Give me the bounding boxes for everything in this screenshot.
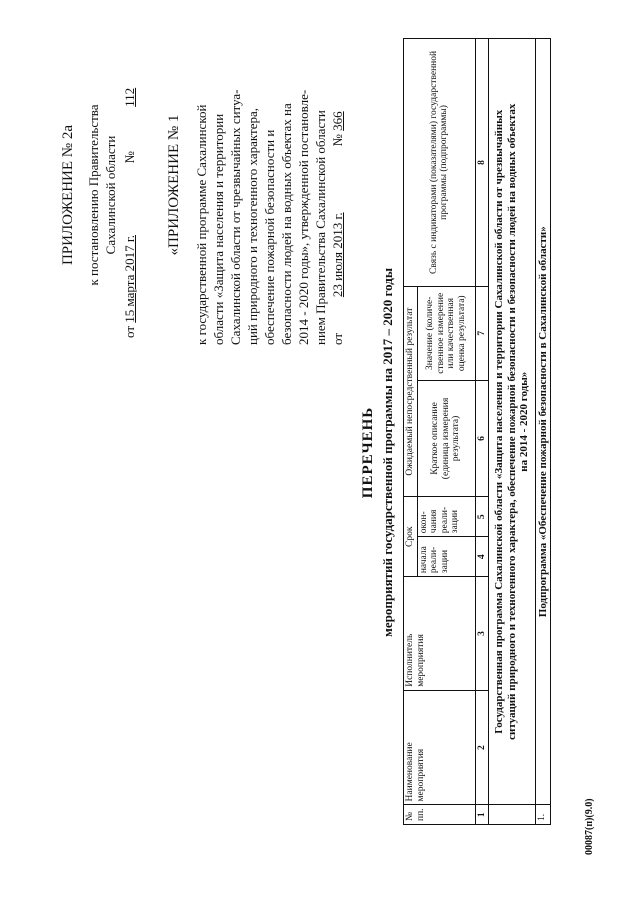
appendix-date-prefix: от — [122, 325, 137, 338]
col-number: 1 — [475, 805, 489, 825]
header-num: № пп. — [404, 805, 476, 825]
original-appendix-text — [193, 25, 329, 345]
original-appendix-block — [166, 25, 346, 345]
original-appendix-line: ций природного и техногенного характера, — [245, 107, 260, 345]
appendix-date-value: 15 марта 2017 г. — [122, 235, 137, 323]
list-title: ПЕРЕЧЕНЬ — [360, 406, 376, 499]
header-term-end: окон-чания реали-зации — [417, 497, 475, 537]
program-title: Государственная программа Сахалинской области «Защита населения и территории Сахалинской области от чрезвычайных ситуаций природного и техногенного характера, обеспечение пожарной безопасности и безопасности людей на водных объектах на 2014 - 2020 годы» — [489, 39, 536, 805]
original-appendix-line: 2014 - 2020 годы», утвержденной постановле- — [296, 89, 311, 345]
original-appendix-line: к государственной программе Сахалинской — [194, 104, 209, 345]
table-row — [535, 39, 551, 825]
header-name: Наименование мероприятия — [404, 690, 476, 805]
original-appendix-number-label: № — [330, 134, 345, 147]
header-result-desc: Краткое описание (единица измерения результата) — [417, 380, 475, 497]
appendix-date-line — [121, 40, 138, 350]
col-number: 5 — [475, 497, 489, 537]
original-appendix-line: безопасности людей на водных объектах на — [279, 103, 294, 345]
col-number: 2 — [475, 690, 489, 805]
appendix-line-1: к постановлению Правительства — [86, 104, 101, 286]
header-term: Срок — [404, 497, 418, 577]
original-appendix-date-value: 23 июля 2013 г. — [330, 212, 345, 298]
document-code: 00087(п)(9.0) — [584, 798, 595, 855]
col-number: 8 — [475, 39, 489, 287]
header-result-value: Значение (количе-ственное измерение или качественная оценка результата) — [417, 286, 475, 380]
list-subtitle: мероприятий государственной программы на 2017 – 2020 годы — [380, 268, 395, 637]
col-number: 4 — [475, 537, 489, 577]
row-number: 1. — [535, 805, 551, 825]
original-appendix-line: Сахалинской области от чрезвычайных ситуа- — [228, 89, 243, 345]
measures-table — [403, 38, 551, 825]
original-appendix-date-prefix: от — [330, 332, 345, 345]
col-number: 6 — [475, 380, 489, 497]
column-numbers-row — [475, 39, 489, 825]
col-number: 3 — [475, 577, 489, 691]
header-link: Связь с индикаторами (показателями) государственной программы (подпрограммы) — [404, 39, 476, 287]
appendix-title: ПРИЛОЖЕНИЕ № 2а — [60, 124, 76, 266]
appendix-number-value: 112 — [122, 87, 137, 107]
header-result: Ожидаемый непосредственный результат — [404, 286, 418, 496]
header-row-1 — [404, 39, 418, 825]
appendix-line-2: Сахалинской области — [103, 135, 118, 255]
appendix-block — [60, 40, 138, 350]
header-executor: Исполнитель мероприятия — [404, 577, 476, 691]
list-heading — [360, 0, 396, 905]
original-appendix-number-value: 366 — [330, 111, 345, 131]
original-appendix-date-line — [329, 25, 346, 345]
original-appendix-line: области «Защита населения и территории — [211, 113, 226, 345]
header-term-start: начала реали-зации — [417, 537, 475, 577]
original-appendix-line: обеспечение пожарной безопасности и — [262, 129, 277, 345]
original-appendix-line: нием Правительства Сахалинской области — [313, 110, 328, 345]
original-appendix-title: «ПРИЛОЖЕНИЕ № 1 — [166, 114, 182, 256]
appendix-number-label: № — [122, 151, 137, 164]
subprogram-title: Подпрограмма «Обеспечение пожарной безопасности в Сахалинской области» — [535, 39, 551, 805]
program-row-empty — [489, 805, 536, 825]
program-row — [489, 39, 536, 825]
col-number: 7 — [475, 286, 489, 380]
